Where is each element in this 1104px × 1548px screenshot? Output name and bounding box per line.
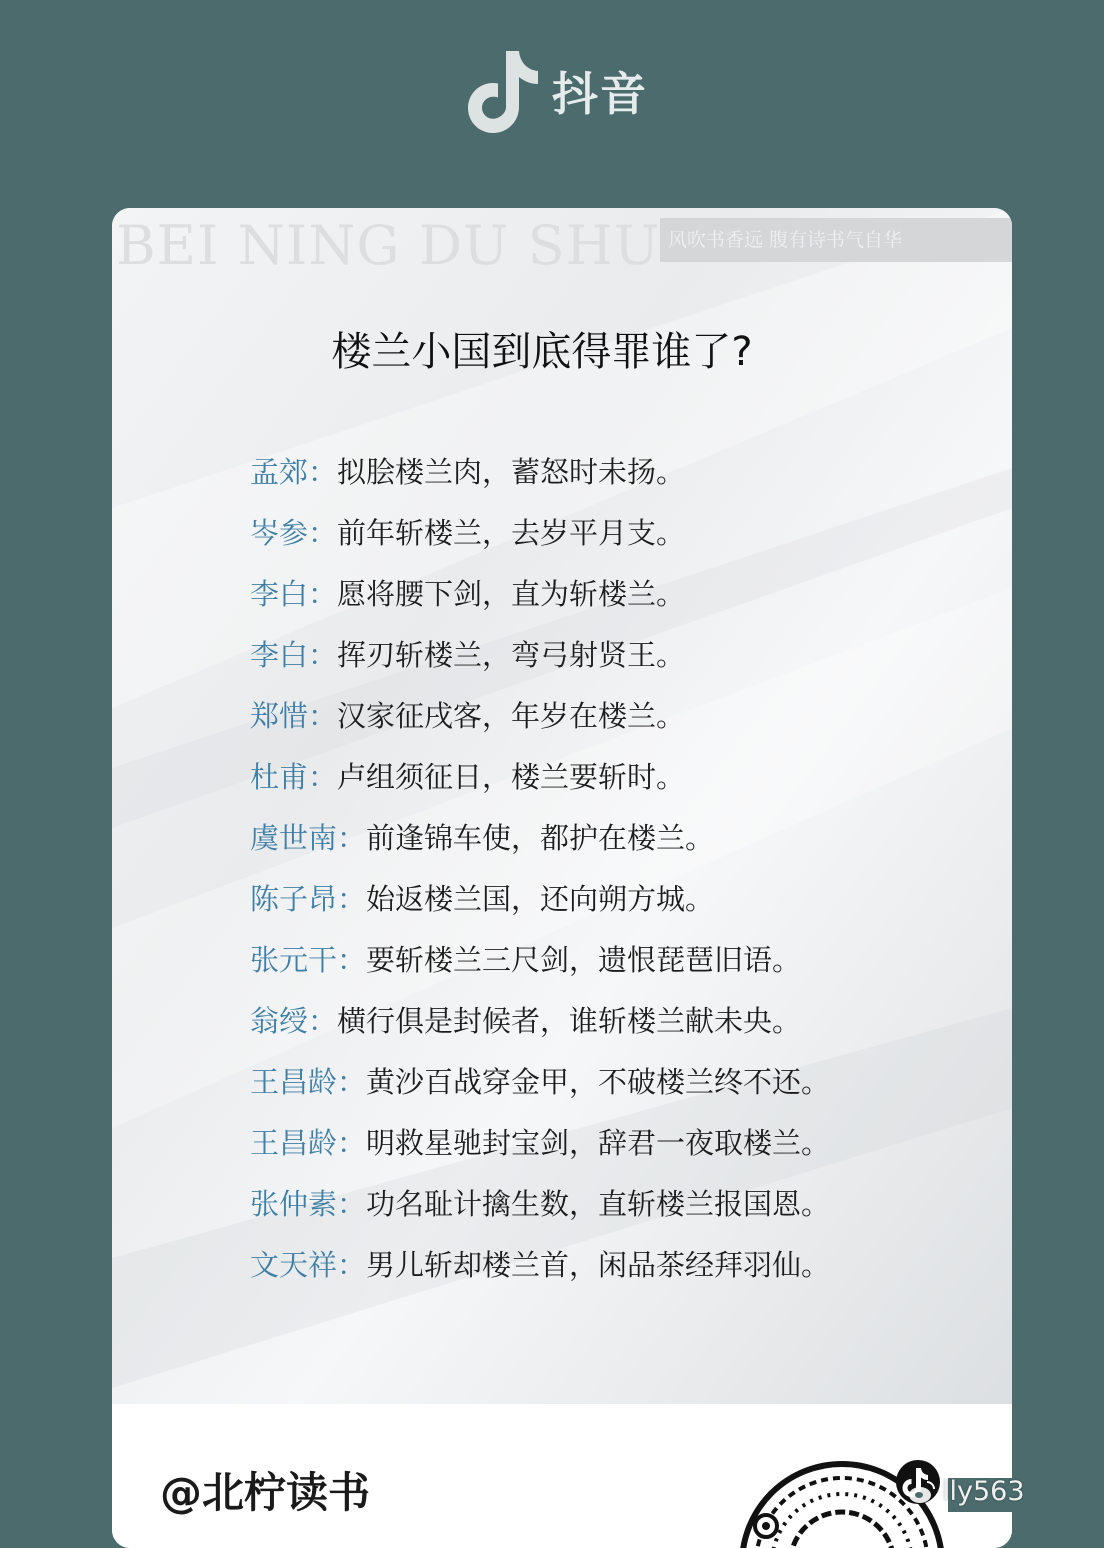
poem-separator: ：	[337, 882, 367, 916]
poem-verse: 男儿斩却楼兰首，闲品茶经拜羽仙。	[366, 1248, 831, 1282]
poem-verse: 汉家征戌客，年岁在楼兰。	[337, 699, 686, 733]
poem-line	[250, 576, 970, 637]
app-name: 抖音	[552, 67, 648, 121]
poem-line	[250, 637, 970, 698]
douyin-note-icon	[466, 47, 542, 135]
poem-line	[250, 1125, 970, 1186]
poem-separator: ：	[308, 455, 338, 489]
poem-verse: 挥刃斩楼兰，弯弓射贤王。	[337, 638, 686, 672]
poem-separator: ：	[337, 943, 367, 977]
watermark	[908, 1476, 1025, 1507]
banner-right-text: 风吹书香远 腹有诗书气自华	[660, 218, 1012, 262]
poem-author: 翁绶	[250, 1004, 309, 1038]
poem-line	[250, 515, 970, 576]
poem-verse: 拟脍楼兰肉，蓄怒时未扬。	[337, 455, 686, 489]
poem-line	[250, 1003, 970, 1064]
poem-line	[250, 454, 970, 515]
watermark-text: lly563	[942, 1476, 1025, 1507]
poem-separator: ：	[308, 638, 338, 672]
poem-author: 王昌龄	[250, 1126, 338, 1160]
poem-separator: ：	[308, 760, 338, 794]
poem-verse: 明救星驰封宝剑，辞君一夜取楼兰。	[366, 1126, 831, 1160]
poem-separator: ：	[337, 1187, 367, 1221]
poem-verse: 愿将腰下剑，直为斩楼兰。	[337, 577, 686, 611]
app-header	[0, 0, 1104, 200]
poem-line	[250, 1247, 970, 1308]
poem-line	[250, 759, 970, 820]
poem-author: 王昌龄	[250, 1065, 338, 1099]
poem-verse: 卢组须征日，楼兰要斩时。	[337, 760, 686, 794]
poem-author: 李白	[250, 577, 309, 611]
poem-author: 岑参	[250, 516, 309, 550]
page-title: 楼兰小国到底得罪谁了?	[331, 329, 753, 375]
poem-separator: ：	[337, 821, 367, 855]
poem-verse: 要斩楼兰三尺剑，遗恨琵琶旧语。	[366, 943, 802, 977]
account-handle[interactable]: @北柠读书	[160, 1468, 371, 1517]
poem-author: 张元干	[250, 943, 338, 977]
poem-separator: ：	[308, 1004, 338, 1038]
poem-author: 虞世南	[250, 821, 338, 855]
poem-author: 张仲素	[250, 1187, 338, 1221]
douyin-logo	[466, 46, 686, 136]
poem-list	[250, 454, 970, 1308]
poem-verse: 前年斩楼兰，去岁平月支。	[337, 516, 686, 550]
poem-verse: 横行俱是封候者，谁斩楼兰献未央。	[337, 1004, 802, 1038]
poem-separator: ：	[308, 699, 338, 733]
poem-separator: ：	[337, 1126, 367, 1160]
poem-separator: ：	[308, 577, 338, 611]
poem-author: 文天祥	[250, 1248, 338, 1282]
poem-line	[250, 1064, 970, 1125]
poem-line	[250, 820, 970, 881]
poem-separator: ：	[337, 1065, 367, 1099]
poem-card	[112, 208, 1012, 1548]
poem-separator: ：	[337, 1248, 367, 1282]
poem-author: 李白	[250, 638, 309, 672]
poem-separator: ：	[308, 516, 338, 550]
poem-author: 郑惜	[250, 699, 309, 733]
poem-line	[250, 1186, 970, 1247]
poem-verse: 功名耻计擒生数，直斩楼兰报国恩。	[366, 1187, 831, 1221]
poem-line	[250, 698, 970, 759]
poem-verse: 前逢锦车使，都护在楼兰。	[366, 821, 715, 855]
poem-line	[250, 881, 970, 942]
poem-author: 陈子昂	[250, 882, 338, 916]
card-footer	[112, 1404, 1012, 1548]
banner-left-text: BEI NING DU SHU	[116, 214, 661, 277]
poem-line	[250, 942, 970, 1003]
poem-verse: 始返楼兰国，还向朔方城。	[366, 882, 715, 916]
poem-author: 杜甫	[250, 760, 309, 794]
poem-verse: 黄沙百战穿金甲，不破楼兰终不还。	[366, 1065, 831, 1099]
poem-author: 孟郊	[250, 455, 309, 489]
weibo-icon	[908, 1478, 936, 1506]
